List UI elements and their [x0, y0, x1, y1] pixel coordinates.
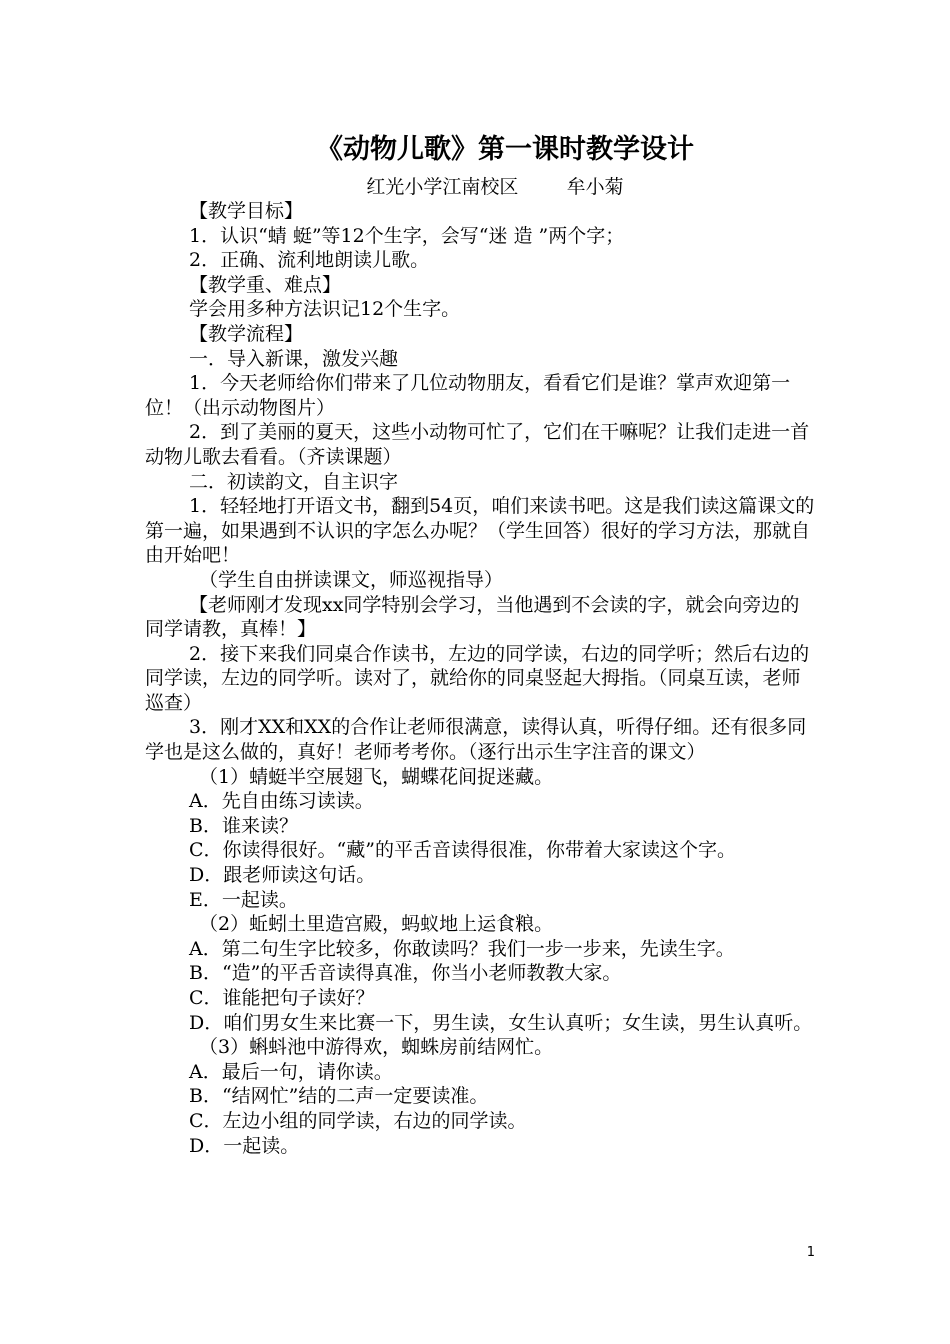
paragraph: （1）蜻蜓半空展翅飞，蝴蝶花间捉迷藏。 [199, 765, 554, 788]
paragraph: 2．正确、流利地朗读儿歌。 [189, 249, 430, 272]
paragraph: （3）蝌蚪池中游得欢，蜘蛛房前结网忙。 [199, 1036, 554, 1059]
paragraph: D．跟老师读这句话。 [189, 864, 376, 887]
paragraph: C．谁能把句子读好？ [189, 987, 375, 1009]
paragraph: 【教学流程】 [189, 322, 304, 345]
paragraph: C．左边小组的同学读，右边的同学读。 [189, 1109, 527, 1132]
paragraph: 【教学目标】 [189, 200, 304, 222]
paragraph: B．“结网忙”结的二声一定要读准。 [189, 1085, 489, 1108]
document-body [145, 199, 817, 1158]
paragraph: 二．初读韵文，自主识字 [189, 470, 399, 493]
paragraph: 3．刚才XX和XX的合作让老师很满意，读得认真，听得仔细。还有很多同学也是这么做的，真好！老师考考你。（逐行出示生字注音的课文） [145, 716, 807, 764]
paragraph: 1．轻轻地打开语文书，翻到54页，咱们来读书吧。这是我们读这篇课文的第一遍，如果遇到不认识的字怎么办呢？（学生回答）很好的学习方法，那就自由开始吧！ [145, 495, 815, 567]
paragraph: D．咱们男女生来比赛一下，男生读，女生认真听；女生读，男生认真听。 [189, 1011, 813, 1034]
paragraph: （学生自由拼读课文，师巡视指导） [199, 568, 504, 591]
page-number: 1 [806, 1245, 815, 1260]
paragraph: 2．接下来我们同桌合作读书，左边的同学读，右边的同学听；然后右边的同学读，左边的同学听。读对了，就给你的同桌竖起大拇指。（同桌互读，老师巡查） [145, 642, 810, 714]
paragraph: C．你读得很好。“藏”的平舌音读得很准，你带着大家读这个字。 [189, 839, 736, 862]
document-title: 《动物儿歌》第一课时教学设计 [316, 134, 694, 165]
paragraph: A．先自由练习读读。 [189, 790, 374, 813]
paragraph: D．一起读。 [189, 1134, 300, 1157]
paragraph: 2．到了美丽的夏天，这些小动物可忙了，它们在干嘛呢？让我们走进一首动物儿歌去看看。（齐读课题） [145, 421, 810, 468]
paragraph: B．“造”的平舌音读得真准，你当小老师教教大家。 [189, 962, 622, 985]
paragraph: 1．认识“蜻 蜓”等12个生字，会写“迷 造 ”两个字； [189, 224, 625, 247]
paragraph: （2）蚯蚓土里造宫殿，蚂蚁地上运食粮。 [199, 913, 554, 936]
paragraph: B．谁来读？ [189, 814, 298, 837]
paragraph: E．一起读。 [189, 888, 298, 911]
paragraph: A．第二句生字比较多，你敢读吗？我们一步一步来，先读生字。 [189, 937, 735, 960]
paragraph: 【老师刚才发现xx同学特别会学习，当他遇到不会读的字，就会向旁边的同学请教，真棒！】 [145, 593, 800, 641]
paragraph: 一．导入新课，激发兴趣 [189, 347, 399, 370]
author-line: 红光小学江南校区 牟小菊 [366, 176, 624, 198]
paragraph: 1．今天老师给你们带来了几位动物朋友，看看它们是谁？掌声欢迎第一位！（出示动物图片） [145, 372, 791, 419]
paragraph: 【教学重、难点】 [189, 273, 342, 296]
paragraph: 学会用多种方法识记12个生字。 [189, 298, 461, 321]
paragraph: A．最后一句，请你读。 [189, 1060, 393, 1083]
